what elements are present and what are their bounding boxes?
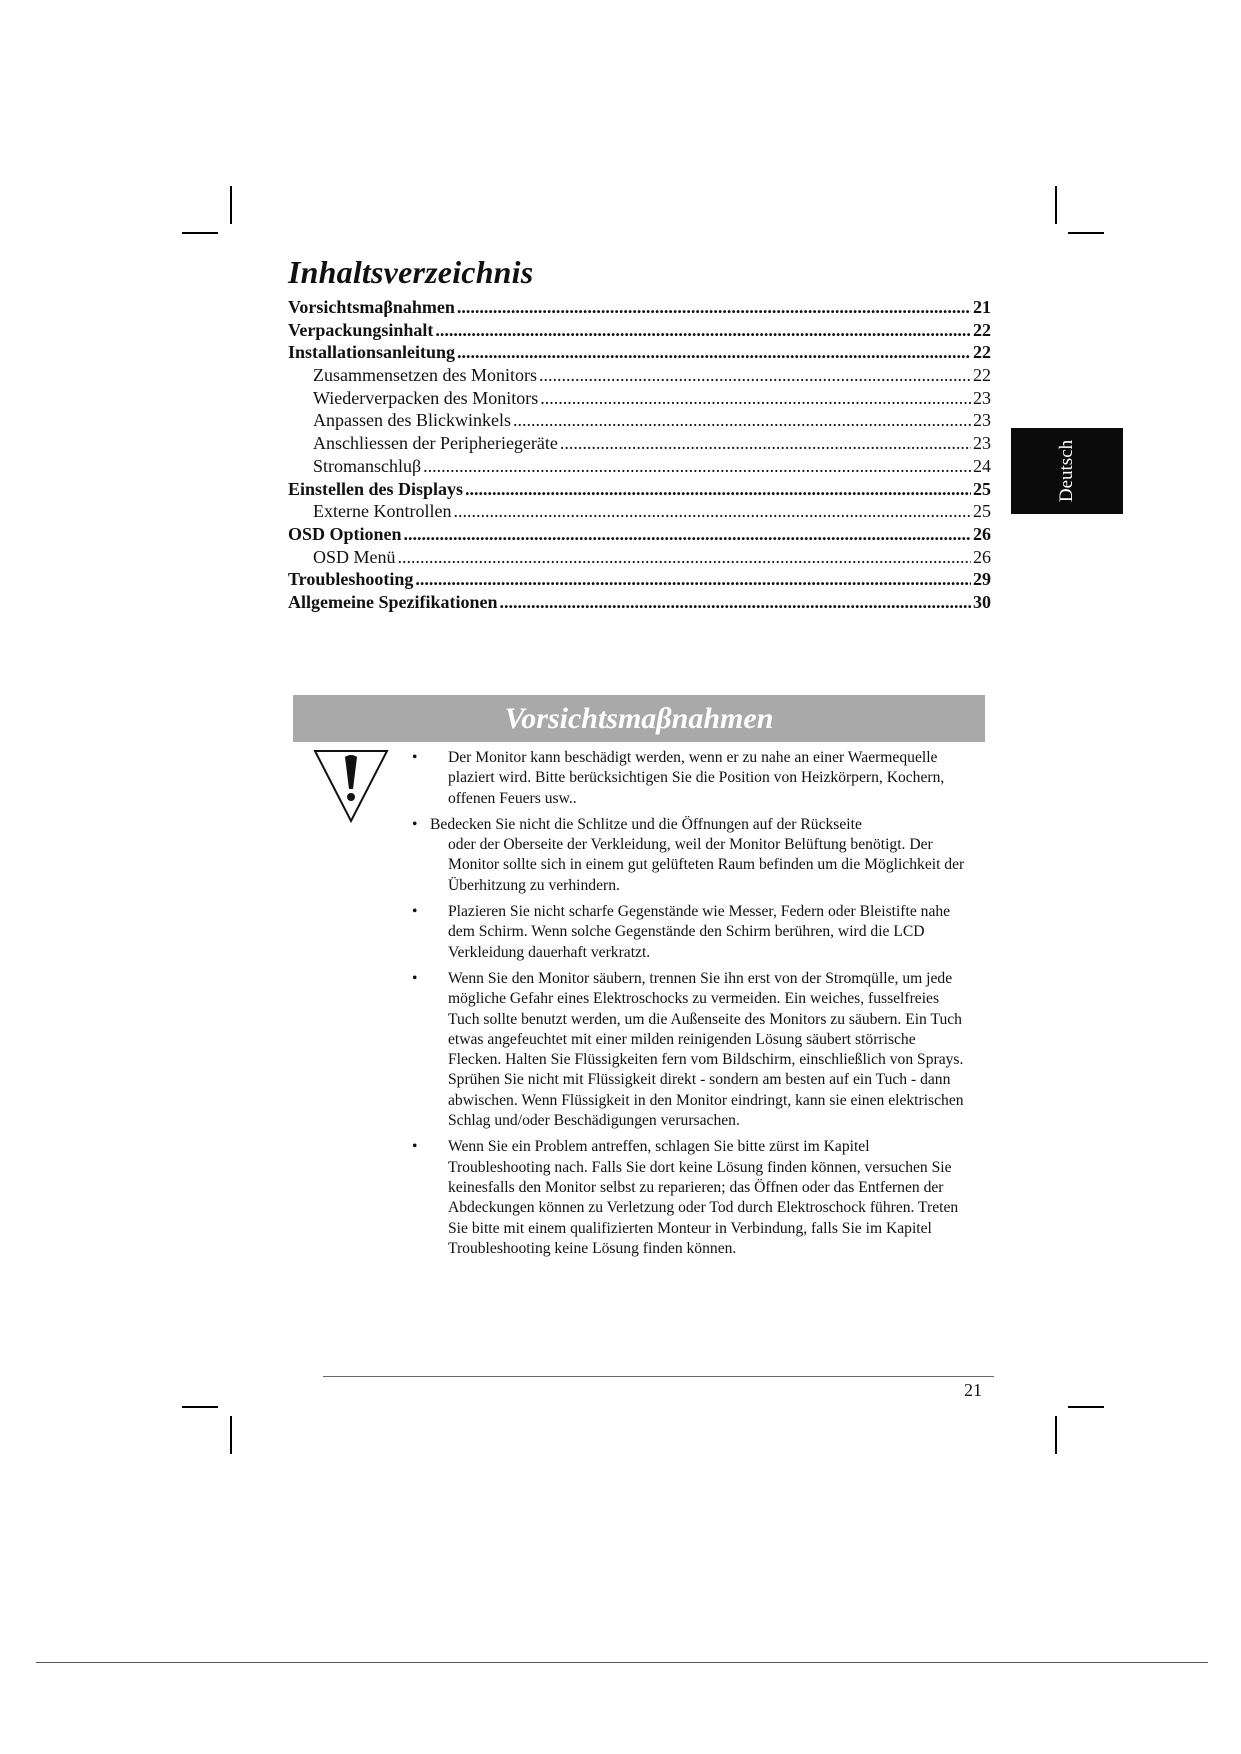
toc-entry[interactable] xyxy=(288,319,991,342)
warning-triangle-icon xyxy=(313,747,389,823)
toc-title: Inhaltsverzeichnis xyxy=(288,254,534,290)
toc-leader-dots xyxy=(560,432,971,455)
crop-mark xyxy=(1068,232,1104,234)
toc-entry-page: 23 xyxy=(973,410,991,431)
bullet-dot: • xyxy=(412,903,418,921)
crop-mark xyxy=(1055,186,1057,224)
crop-mark xyxy=(1068,1406,1104,1408)
toc-leader-dots xyxy=(415,568,971,591)
toc-leader-dots xyxy=(398,546,971,569)
toc-entry[interactable] xyxy=(288,455,991,478)
toc-entry[interactable] xyxy=(288,341,991,364)
toc-entry-label: OSD Menü xyxy=(313,546,396,567)
bullet-dot: • xyxy=(412,749,418,766)
toc-entry-page: 26 xyxy=(973,523,991,544)
toc-entry[interactable] xyxy=(288,296,991,319)
safety-bullet xyxy=(412,902,972,963)
toc-entry-label: Wiederverpacken des Monitors xyxy=(313,387,539,408)
bullet-text-first-line: Bedecken Sie nicht die Schlitze und die Öffnungen auf der Rückseite xyxy=(430,815,862,833)
toc-leader-dots xyxy=(457,341,971,364)
toc-entry-label: Anschliessen der Peripheriegeräte xyxy=(313,433,558,454)
toc-entry[interactable] xyxy=(288,546,991,569)
crop-mark xyxy=(182,1406,218,1408)
toc-entry-label: Vorsichtsmaβnahmen xyxy=(288,297,455,317)
toc-entry[interactable] xyxy=(288,478,991,501)
toc-entry[interactable] xyxy=(288,523,991,546)
toc-entry[interactable] xyxy=(288,591,991,614)
toc-leader-dots xyxy=(540,387,971,410)
toc-leader-dots xyxy=(465,478,971,501)
toc-entry-page: 21 xyxy=(973,297,991,317)
safety-bullet xyxy=(412,969,972,1131)
language-tab-label: Deutsch xyxy=(1055,439,1077,503)
bullet-dot: • xyxy=(412,815,418,833)
section-title: Vorsichtsmaβnahmen xyxy=(504,701,774,735)
page-number: 21 xyxy=(964,1380,982,1400)
toc-entry-label: Einstellen des Displays xyxy=(288,478,464,499)
crop-mark xyxy=(182,232,218,234)
toc-entry-label: OSD Optionen xyxy=(288,523,402,544)
safety-bullet xyxy=(412,748,972,809)
crop-mark xyxy=(230,1416,232,1454)
safety-bullet xyxy=(412,815,972,896)
toc-entry-page: 22 xyxy=(973,365,991,386)
toc-entry-page: 26 xyxy=(973,546,991,567)
toc-leader-dots xyxy=(539,364,971,387)
toc-entry-label: Verpackungsinhalt xyxy=(288,319,434,340)
bullet-text: oder der Oberseite der Verkleidung, weil der Monitor Belüftung benötigt. Der Monitor sollte sich in einem gut gelüfteten Raum befinden um die Möglichkeit der Überhitzung zu verhindern. xyxy=(448,836,965,894)
toc-leader-dots xyxy=(404,523,971,546)
toc-entry-page: 24 xyxy=(973,455,991,476)
toc-entry-page: 25 xyxy=(973,478,991,499)
bullet-text: Plazieren Sie nicht scharfe Gegenstände wie Messer, Federn oder Bleistifte nahe dem Schirm. Wenn solche Gegenstände den Schirm berühren, wird die LCD Verkleidung dauerhaft verkratzt. xyxy=(448,903,951,961)
toc-entry-page: 30 xyxy=(973,591,991,612)
toc-entry-page: 29 xyxy=(973,569,991,590)
section-banner xyxy=(293,695,985,742)
bullet-text: Wenn Sie ein Problem antreffen, schlagen Sie bitte zürst im Kapitel Troubleshooting nach. Falls Sie dort keine Lösung finden können, versuchen Sie keinesfalls den Monitor selbst zu reparieren; das Öffnen oder das Entfernen der Abdeckungen können zu Verletzung oder Tod durch Elektroschock führen. Treten Sie bitte mit einem qualifizierten Monteur in Verbindung, falls Sie im Kapitel Troubleshooting keine Lösung finden können. xyxy=(448,1138,959,1257)
toc-entry-page: 25 xyxy=(973,501,991,522)
toc-entry-label: Stromanschluβ xyxy=(313,455,422,476)
table-of-contents xyxy=(288,296,991,614)
bullet-dot: • xyxy=(412,969,418,987)
toc-entry-page: 23 xyxy=(973,387,991,408)
toc-entry[interactable] xyxy=(288,432,991,455)
toc-entry[interactable] xyxy=(288,568,991,591)
toc-entry-page: 22 xyxy=(973,319,991,340)
toc-entry[interactable] xyxy=(288,500,991,523)
toc-leader-dots xyxy=(500,591,972,614)
toc-entry-label: Anpassen des Blickwinkels xyxy=(313,410,511,431)
toc-leader-dots xyxy=(435,319,971,342)
safety-bullet xyxy=(412,1137,972,1259)
safety-bullet-list xyxy=(412,748,972,1265)
toc-entry-label: Installationsanleitung xyxy=(288,342,456,363)
toc-entry-page: 23 xyxy=(973,433,991,454)
toc-leader-dots xyxy=(423,455,971,478)
toc-entry-page: 22 xyxy=(973,342,991,363)
toc-entry[interactable] xyxy=(288,387,991,410)
language-tab xyxy=(1011,428,1123,514)
bullet-text: Der Monitor kann beschädigt werden, wenn er zu nahe an einer Waermequelle plaziert wird. Bitte berücksichtigen Sie die Position von Heizkörpern, Kochern, offenen Feuers usw.. xyxy=(448,749,945,807)
toc-entry[interactable] xyxy=(288,364,991,387)
toc-leader-dots xyxy=(453,500,971,523)
crop-mark xyxy=(1055,1416,1057,1454)
toc-entry[interactable] xyxy=(288,409,991,432)
toc-entry-label: Externe Kontrollen xyxy=(313,501,452,522)
toc-entry-label: Allgemeine Spezifikationen xyxy=(288,591,498,612)
scan-edge-line xyxy=(36,1662,1208,1663)
toc-leader-dots xyxy=(457,296,971,319)
toc-entry-label: Troubleshooting xyxy=(288,569,414,590)
crop-mark xyxy=(230,186,232,224)
toc-entry-label: Zusammensetzen des Monitors xyxy=(313,365,537,386)
toc-leader-dots xyxy=(513,409,971,432)
bullet-text: Wenn Sie den Monitor säubern, trennen Sie ihn erst von der Stromqülle, um jede mögliche Gefahr eines Elektroschocks zu vermeiden. Ein weiches, fusselfreies Tuch sollte benutzt werden, um die Außenseite des Monitors zu säubern. Ein Tuch etwas angefeuchtet mit einer milden reinigenden Lösung säubert störrische Flecken. Halten Sie Flüssigkeiten fern vom Bildschirm, einschließlich von Sprays. Sprühen Sie nicht mit Flüssigkeit direkt - sondern am besten auf ein Tuch - dann abwischen. Wenn Flüssigkeit in den Monitor eindringt, kann sie einen elektrischen Schlag und/oder Beschädigungen verursachen. xyxy=(448,969,964,1130)
footer-rule xyxy=(323,1376,994,1377)
bullet-dot: • xyxy=(412,1138,418,1156)
